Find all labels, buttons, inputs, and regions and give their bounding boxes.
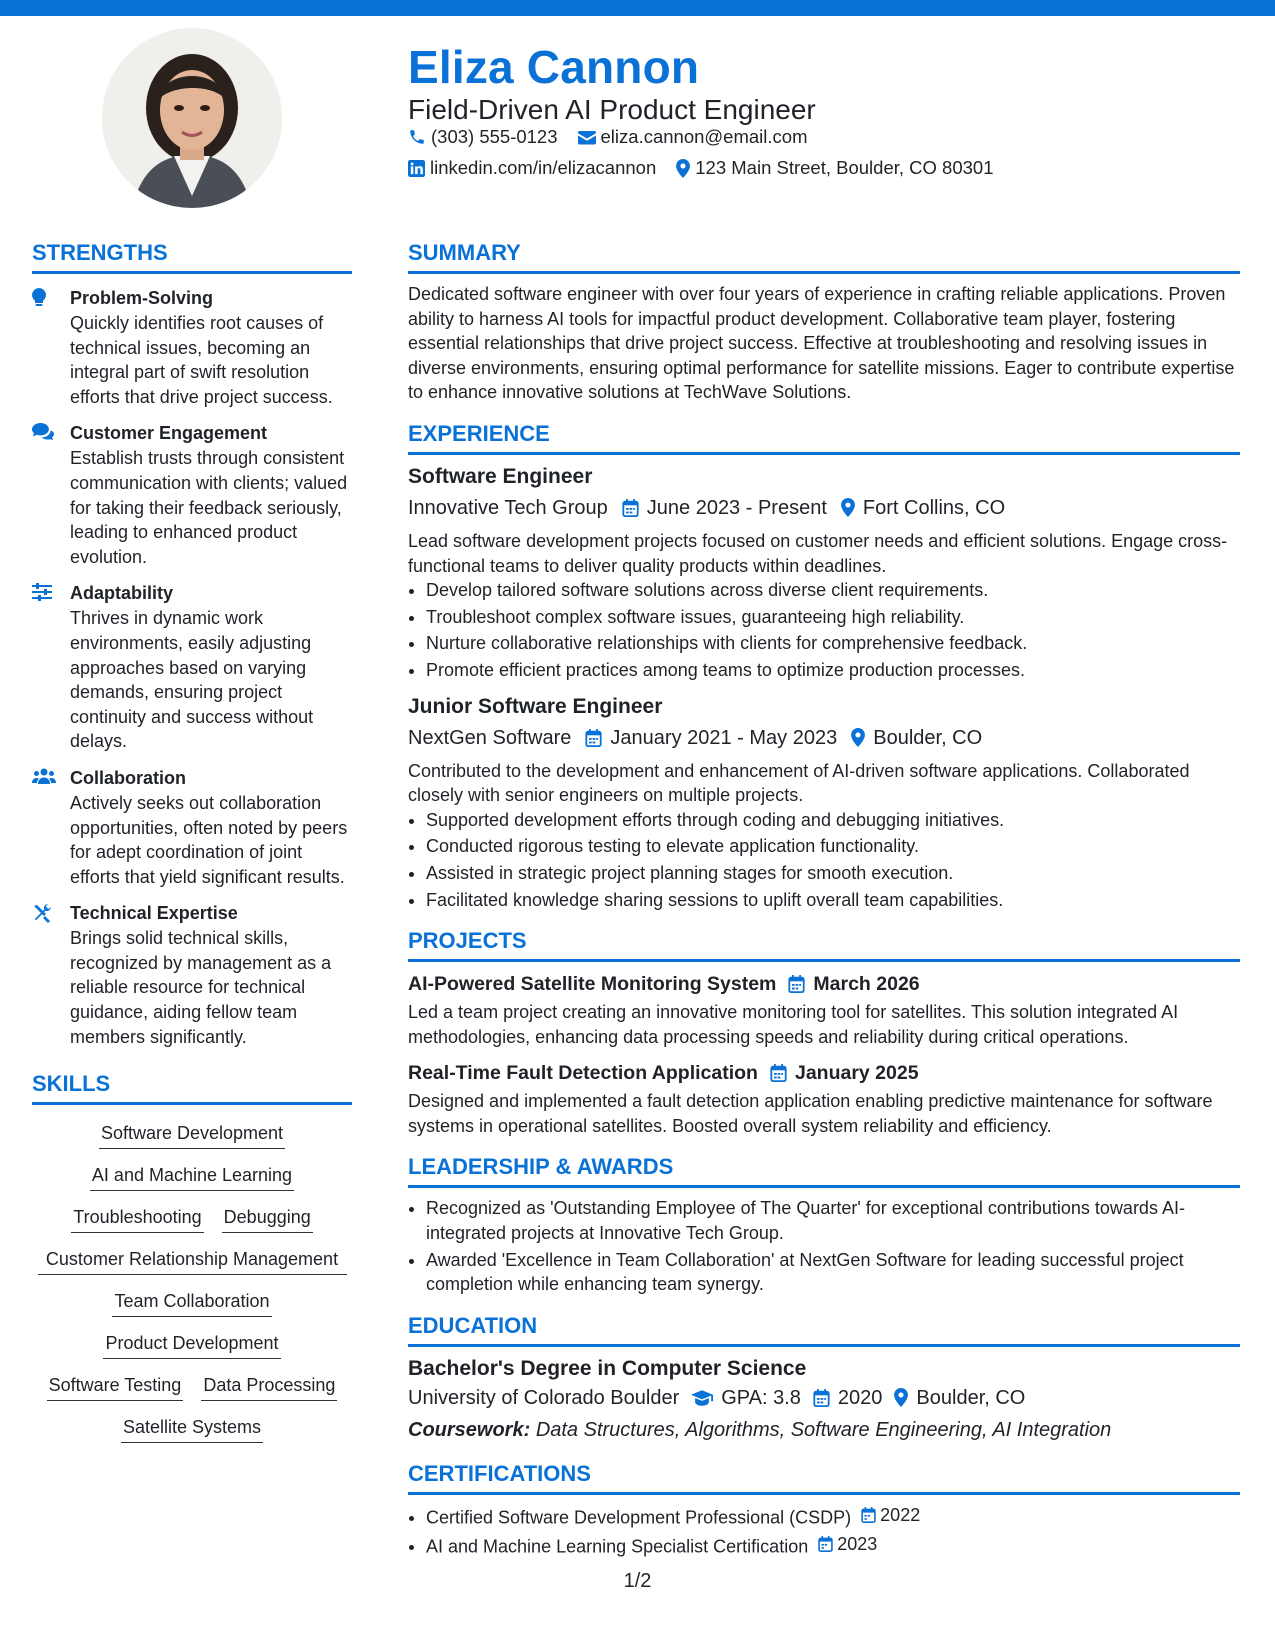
education-section [408,1313,1240,1445]
contact-row-1 [408,126,827,148]
job-bullet: • Nurture collaborative relationships with clients for comprehensive feedback. [426,631,1240,656]
street-address: 123 Main Street, Boulder, CO 80301 [695,157,994,178]
lightbulb-icon [32,288,46,308]
degree-title: Bachelor's Degree in Computer Science [408,1356,807,1380]
job-company: NextGen Software [408,726,572,749]
coursework-label: Coursework: [408,1418,531,1441]
job-bullets [408,808,1240,912]
school-location: Boulder, CO [916,1386,1026,1409]
job-dates: January 2021 - May 2023 [610,726,838,749]
skill-tag: Product Development [103,1331,280,1359]
job-bullet: • Assisted in strategic project planning stages for smooth execution. [426,861,1240,886]
job-bullet: • Develop tailored software solutions across diverse client requirements. [426,578,1240,603]
strength-desc: Establish trusts through consistent communication with clients; valued for taking their feedback seriously, leading to enhanced product evolution. [70,448,348,567]
top-accent-bar [0,0,1275,16]
sliders-icon [32,583,52,601]
strength-item [32,766,352,889]
summary-heading: SUMMARY [408,240,1240,274]
job-meta [408,723,1240,753]
certification-item [426,1503,1240,1530]
projects-heading: PROJECTS [408,928,1240,962]
skills-section [32,1071,352,1443]
job-meta [408,493,1240,523]
tools-icon [32,903,52,923]
page-number: 1/2 [623,1570,652,1592]
awards-list [408,1196,1240,1296]
project-title: Real-Time Fault Detection Application [408,1062,758,1085]
contact-row-2 [408,157,1014,179]
strength-desc: Actively seeks out collaboration opportunities, often noted by peers for adept coordination of joint efforts that yield significant results. [70,792,348,887]
candidate-headline: Field-Driven AI Product Engineer [408,94,816,125]
skill-tag: Customer Relationship Management [38,1247,347,1275]
skill-tag: Troubleshooting [71,1205,203,1233]
project-entry [408,1059,1240,1138]
calendar-icon [813,1389,830,1407]
strength-desc: Quickly identifies root causes of technical issues, becoming an integral part of swift resolution efforts that drive project success. [70,313,333,407]
project-date: March 2026 [813,973,920,996]
email-address[interactable]: eliza.cannon@email.com [600,126,808,147]
project-description: Led a team project creating an innovative monitoring tool for satellites. This solution integrated AI methodologies, enhancing data processing speeds and reliability during critical operations. [408,1002,1179,1047]
location-pin-icon [841,498,855,517]
users-icon [32,768,56,784]
skill-tag: Debugging [222,1205,313,1233]
project-date: January 2025 [794,1062,919,1085]
skill-tag: Data Processing [201,1373,337,1401]
gpa: GPA: 3.8 [721,1386,801,1409]
skill-tag: Satellite Systems [121,1415,263,1443]
job-company: Innovative Tech Group [408,496,608,519]
award-item: • Recognized as 'Outstanding Employee of The Quarter' for exceptional contributions towards AI-integrated projects at Innovative Tech Group. [426,1196,1240,1245]
phone-icon [408,128,426,146]
candidate-name: Eliza Cannon [408,41,700,93]
calendar-icon [585,729,602,747]
certification-name: Certified Software Development Professional (CSDP) [426,1507,852,1528]
job-title: Junior Software Engineer [408,694,663,718]
certification-item [426,1532,1240,1559]
right-column [408,240,1240,1561]
strength-title: Adaptability [70,583,174,604]
job-entry [408,693,1240,913]
certifications-list [408,1503,1240,1559]
calendar-icon [770,1064,787,1082]
job-bullets [408,578,1240,682]
experience-heading: EXPERIENCE [408,421,1240,455]
location-pin-icon [851,728,865,747]
job-description: Contributed to the development and enhancement of AI-driven software applications. Collaborated closely with senior engineers on multiple projects. [408,760,1190,806]
strength-title: Technical Expertise [70,903,238,924]
summary-section [408,240,1240,405]
job-dates: June 2023 - Present [646,496,827,519]
education-heading: EDUCATION [408,1313,1240,1347]
location-pin-icon [894,1388,908,1407]
project-title: AI-Powered Satellite Monitoring System [408,973,777,996]
certification-name: AI and Machine Learning Specialist Certification [426,1536,809,1557]
certification-year: 2023 [837,1533,878,1554]
strength-title: Collaboration [70,767,186,788]
job-bullet: • Conducted rigorous testing to elevate application functionality. [426,834,1240,859]
job-location: Boulder, CO [873,726,983,749]
phone-number[interactable]: (303) 555-0123 [431,126,558,147]
strength-title: Problem-Solving [70,288,214,308]
strength-item [32,286,352,409]
certification-year: 2022 [880,1504,921,1525]
portrait-photo [102,28,282,208]
strength-desc: Thrives in dynamic work environments, easily adjusting approaches based on varying demands, ensuring project continuity and success without delays. [70,608,314,752]
address-item [676,157,993,179]
linkedin-item [408,157,656,179]
location-pin-icon [676,159,690,178]
strength-item [32,581,352,754]
experience-section [408,421,1240,912]
calendar-icon [622,499,639,517]
phone-item [408,126,558,148]
job-title: Software Engineer [408,464,593,488]
strengths-heading: STRENGTHS [32,240,352,274]
summary-text: Dedicated software engineer with over four years of experience in crafting reliable applications. Proven ability to harness AI tools for impactful product development. Collaborative team player, fostering essential relationships that drive project success. Effective at troubleshooting and resolving issues in diverse environments, ensuring optimal performance for satellite missions. Eager to contribute expertise to enhance innovative solutions at TechWave Solutions. [408,284,1235,403]
linkedin-url[interactable]: linkedin.com/in/elizacannon [430,157,657,178]
job-entry [408,463,1240,683]
job-location: Fort Collins, CO [862,496,1006,519]
skill-tag: AI and Machine Learning [90,1163,294,1191]
education-meta [408,1383,1240,1413]
project-entry [408,970,1240,1049]
strength-item [32,421,352,569]
graduation-cap-icon [691,1390,713,1406]
strengths-list [32,286,352,1049]
envelope-icon [578,129,596,145]
calendar-icon [818,1536,833,1552]
skill-tag: Software Testing [47,1373,184,1401]
calendar-icon [788,975,805,993]
school-name: University of Colorado Boulder [408,1386,680,1409]
calendar-icon [861,1507,876,1523]
project-description: Designed and implemented a fault detection application enabling predictive maintenance for software systems in operational satellites. Boosted overall system reliability and efficiency. [408,1091,1213,1136]
certifications-section [408,1461,1240,1559]
linkedin-icon [408,160,425,177]
skill-tag: Software Development [99,1121,285,1149]
awards-heading: LEADERSHIP & AWARDS [408,1154,1240,1188]
job-bullet: • Promote efficient practices among teams to optimize production processes. [426,658,1240,683]
graduation-year: 2020 [837,1386,883,1409]
job-bullet: • Supported development efforts through coding and debugging initiatives. [426,808,1240,833]
job-bullet: • Troubleshoot complex software issues, guaranteeing high reliability. [426,605,1240,630]
chat-bubbles-icon [32,423,54,440]
certifications-heading: CERTIFICATIONS [408,1461,1240,1495]
awards-section [408,1154,1240,1296]
award-item: • Awarded 'Excellence in Team Collaboration' at NextGen Software for leading successful project completion while enhancing team synergy. [426,1248,1240,1297]
strength-desc: Brings solid technical skills, recognized by management as a reliable resource for technical guidance, aiding fellow team members significantly. [70,928,332,1047]
job-bullet: • Facilitated knowledge sharing sessions to uplift overall team capabilities. [426,888,1240,913]
coursework-list: Data Structures, Algorithms, Software Engineering, AI Integration [535,1418,1112,1441]
left-column [32,240,352,1443]
strength-title: Customer Engagement [70,423,268,444]
coursework [408,1415,1240,1445]
strength-item [32,901,352,1049]
avatar [102,28,282,208]
skill-tag: Team Collaboration [112,1289,271,1317]
skills-heading: SKILLS [32,1071,352,1105]
email-item [578,126,808,148]
projects-section [408,928,1240,1138]
job-description: Lead software development projects focused on customer needs and efficient solutions. Engage cross-functional teams to deliver quality products within deadlines. [408,530,1228,576]
